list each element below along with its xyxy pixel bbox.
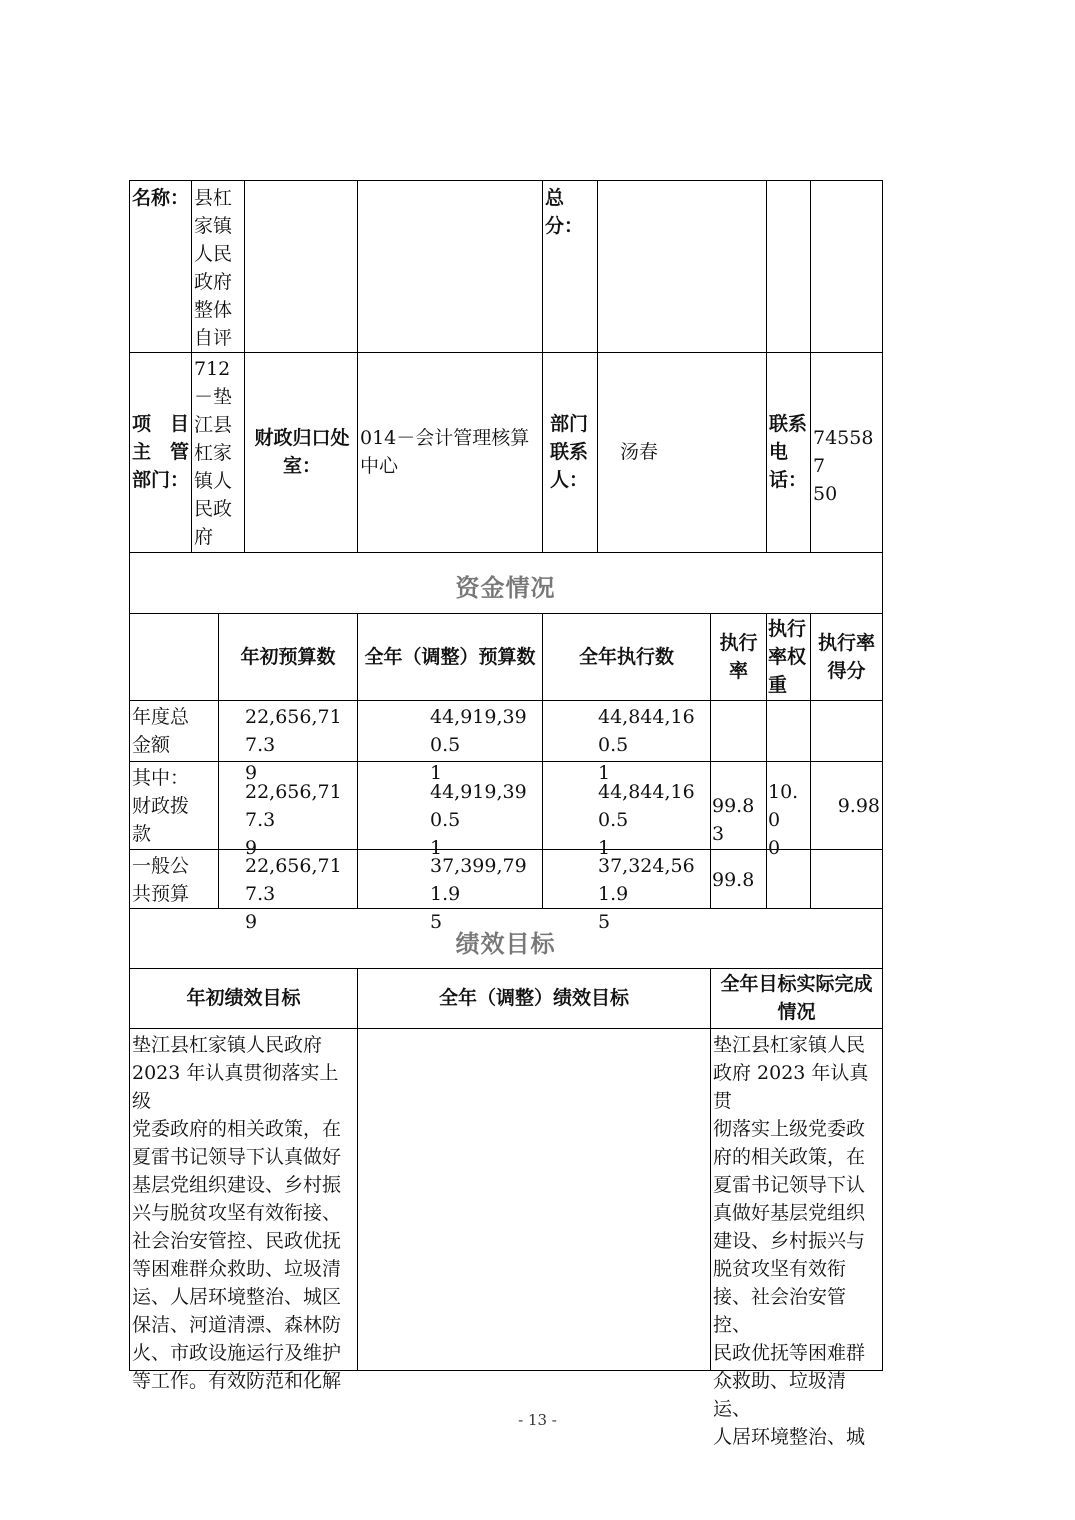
funds-row-weight: 10.0 0 (768, 781, 799, 859)
dept-label: 项 目 主 管 部门： (132, 413, 190, 491)
page-number: - 13 - (518, 1411, 557, 1429)
goals-initial-text: 垫江县杠家镇人民政府 2023 年认真贯彻落实上级 党委政府的相关政策，在 夏雷书记领导下认真做好 基层党组织建设、乡村振 兴与脱贫攻坚有效衔接、 社会治安管控、民政优抚 等困难群众救助、垃圾清 运、人居环境整治、城区 保洁、河道清漂、森林防 火、市政设施运行及维护 等工作。有效防范和化解 (132, 1034, 342, 1392)
funds-row-executed: 37,324,561.9 5 (598, 855, 695, 933)
funds-header-initial: 年初预算数 (240, 646, 336, 668)
goals-header-actual: 全年目标实际完成 情况 (720, 973, 873, 1023)
funds-row-executed: 44,844,160.5 1 (598, 781, 695, 859)
funds-header-weight: 执行 率权 重 (768, 618, 807, 696)
funds-row-initial: 22,656,717.3 9 (245, 706, 342, 784)
funds-header-rate: 执行 率 (719, 632, 758, 682)
name-label: 名称： (132, 187, 190, 209)
name-value: 县杠 家镇 人民 政府 整体 自评 (194, 187, 233, 349)
funds-row-rate: 99.83 (712, 795, 755, 845)
funds-row-label: 年度总 金额 (132, 706, 190, 756)
total-label: 总分： (545, 187, 584, 237)
funds-row-score: 9.98 (837, 795, 880, 817)
dept-value: 712 －垫 江县 杠家 镇人 民政 府 (194, 358, 233, 548)
funds-row-initial: 22,656,717.3 9 (245, 781, 342, 859)
funds-row-adjusted: 37,399,791.9 5 (430, 855, 527, 933)
funds-row-adjusted: 44,919,390.5 1 (430, 781, 527, 859)
funds-row-executed: 44,844,160.5 1 (598, 706, 695, 784)
goals-section-title: 绩效目标 (455, 930, 556, 958)
funds-row-label: 其中： 财政拨 款 (132, 767, 190, 845)
funds-section-title: 资金情况 (455, 574, 556, 602)
goals-actual-text: 垫江县杠家镇人民 政府 2023 年认真贯 彻落实上级党委政 府的相关政策，在 夏雷书记领导下认 真做好基层党组织 建设、乡村振兴与 脱贫攻坚有效衔 接、社会治安管控、 民政优抚等困难群 众救助、垃圾清运、 人居环境整治、城 (713, 1034, 869, 1448)
office-value: 014－会计管理核算 中心 (360, 427, 530, 477)
funds-row-rate: 99.8 (712, 869, 755, 891)
funds-header-adjusted: 全年（调整）预算数 (364, 646, 536, 668)
phone-label: 联系 电 话： (769, 413, 808, 491)
office-label: 财政归口处 室： (254, 427, 350, 477)
goals-header-initial: 年初绩效目标 (186, 987, 301, 1009)
funds-header-score: 执行率 得分 (817, 632, 875, 682)
phone-value: 745587 50 (813, 427, 874, 505)
funds-row-adjusted: 44,919,390.5 1 (430, 706, 527, 784)
goals-header-adjusted: 全年（调整）绩效目标 (438, 987, 629, 1009)
contact-value: 汤春 (620, 441, 659, 463)
funds-header-executed: 全年执行数 (578, 646, 674, 668)
contact-label: 部门 联系 人： (550, 413, 589, 491)
funds-row-initial: 22,656,717.3 9 (245, 855, 342, 933)
funds-row-label: 一般公 共预算 (132, 855, 190, 905)
